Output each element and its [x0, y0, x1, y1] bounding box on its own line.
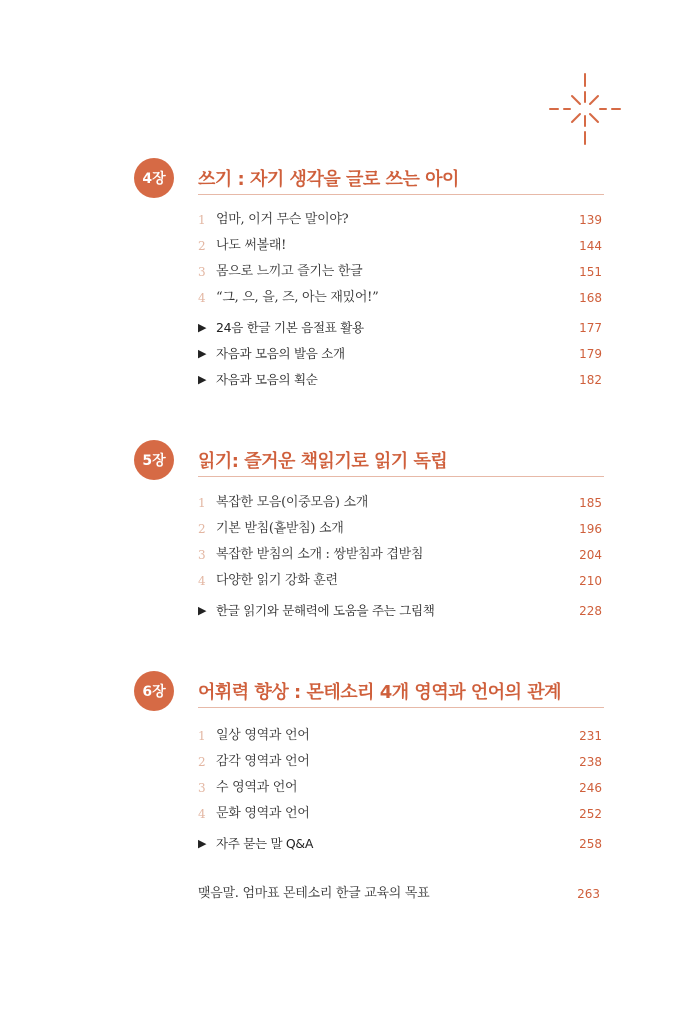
entry-page: 246: [579, 781, 602, 795]
entry-page: 139: [579, 213, 602, 227]
closing-page: 263: [577, 887, 600, 901]
entry-page: 238: [579, 755, 602, 769]
triangle-icon: ▶: [198, 837, 207, 850]
entry-label: 일상 영역과 언어: [216, 728, 310, 743]
toc-entry[interactable]: [198, 726, 604, 746]
toc-entry[interactable]: [198, 571, 604, 591]
entry-label: 복잡한 모음(이중모음) 소개: [216, 495, 369, 510]
entry-page: 231: [579, 729, 602, 743]
entry-label: 수 영역과 언어: [216, 780, 298, 795]
entry-page: 258: [579, 837, 602, 851]
entry-number: 1: [198, 496, 206, 510]
entry-number: 4: [198, 291, 206, 305]
triangle-icon: ▶: [198, 604, 207, 617]
entry-page: 182: [579, 373, 602, 387]
entry-page: 196: [579, 522, 602, 536]
chapter-badge: 5장: [134, 440, 174, 480]
toc-entry[interactable]: [198, 804, 604, 824]
entry-page: 144: [579, 239, 602, 253]
entry-label: 엄마, 이거 무슨 말이야?: [216, 212, 349, 227]
chapter-header: [134, 440, 604, 480]
closing-label: 맺음말. 엄마표 몬테소리 한글 교육의 목표: [198, 886, 430, 901]
entry-label: 24음 한글 기본 음절표 활용: [216, 320, 364, 335]
toc-entry[interactable]: [198, 262, 604, 282]
chapter-5: [134, 440, 604, 618]
entry-label: “그, 으, 을, 즈, 아는 재밌어!”: [216, 290, 379, 305]
toc-entry[interactable]: [198, 493, 604, 513]
divider: [198, 476, 604, 477]
toc-entry[interactable]: [198, 545, 604, 565]
sparkle-icon: [548, 72, 622, 146]
entry-label: 복잡한 받침의 소개 : 쌍받침과 겹받침: [216, 547, 424, 562]
entry-number: 2: [198, 755, 206, 769]
toc-entry[interactable]: [198, 236, 604, 256]
entry-page: 252: [579, 807, 602, 821]
chapter-6: [134, 671, 604, 851]
entry-number: 3: [198, 265, 206, 279]
entry-page: 179: [579, 347, 602, 361]
divider: [198, 194, 604, 195]
entry-page: 185: [579, 496, 602, 510]
entry-label: 자음과 모음의 획순: [216, 372, 318, 387]
triangle-icon: ▶: [198, 321, 207, 334]
entry-number: 1: [198, 213, 206, 227]
toc-subentry[interactable]: [198, 370, 604, 390]
entry-page: 151: [579, 265, 602, 279]
entry-page: 168: [579, 291, 602, 305]
entry-page: 177: [579, 321, 602, 335]
entry-page: 228: [579, 604, 602, 618]
chapter-badge: 6장: [134, 671, 174, 711]
entry-number: 4: [198, 807, 206, 821]
entry-number: 3: [198, 548, 206, 562]
closing-entry[interactable]: [198, 884, 602, 904]
entry-number: 3: [198, 781, 206, 795]
chapter-header: [134, 158, 604, 198]
chapter-title[interactable]: 쓰기 : 자기 생각을 글로 쓰는 아이: [198, 169, 459, 190]
entry-number: 2: [198, 239, 206, 253]
chapter-badge: 4장: [134, 158, 174, 198]
chapter-title[interactable]: 읽기: 즐거운 책읽기로 읽기 독립: [198, 451, 448, 472]
entry-label: 나도 써볼래!: [216, 238, 287, 253]
toc-subentry[interactable]: [198, 601, 604, 621]
triangle-icon: ▶: [198, 373, 207, 386]
entry-page: 204: [579, 548, 602, 562]
entry-label: 문화 영역과 언어: [216, 806, 310, 821]
entry-label: 감각 영역과 언어: [216, 754, 310, 769]
divider: [198, 707, 604, 708]
toc-subentry[interactable]: [198, 318, 604, 338]
entry-label: 자주 묻는 말 Q&A: [216, 836, 314, 851]
toc-entry[interactable]: [198, 519, 604, 539]
chapter-header: [134, 671, 604, 711]
chapter-4: [134, 158, 604, 387]
entry-label: 다양한 읽기 강화 훈련: [216, 573, 338, 588]
toc-entry[interactable]: [198, 210, 604, 230]
entry-page: 210: [579, 574, 602, 588]
entry-label: 기본 받침(홑받침) 소개: [216, 521, 344, 536]
triangle-icon: ▶: [198, 347, 207, 360]
toc-entry[interactable]: [198, 778, 604, 798]
entry-number: 2: [198, 522, 206, 536]
entry-number: 4: [198, 574, 206, 588]
entry-number: 1: [198, 729, 206, 743]
toc-entry[interactable]: [198, 288, 604, 308]
entry-label: 자음과 모음의 발음 소개: [216, 346, 345, 361]
chapter-title[interactable]: 어휘력 향상 : 몬테소리 4개 영역과 언어의 관계: [198, 682, 562, 703]
entry-label: 한글 읽기와 문해력에 도움을 주는 그림책: [216, 603, 435, 618]
toc-entry[interactable]: [198, 752, 604, 772]
entry-label: 몸으로 느끼고 즐기는 한글: [216, 264, 363, 279]
toc-subentry[interactable]: [198, 344, 604, 364]
toc-subentry[interactable]: [198, 834, 604, 854]
